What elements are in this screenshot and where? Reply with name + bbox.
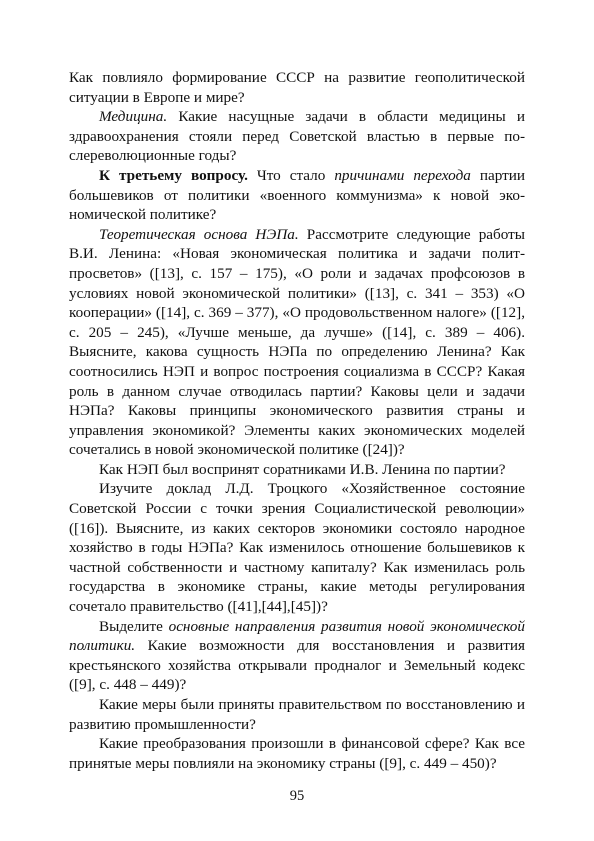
italic-text: основные направления развития новой экономической политики. bbox=[69, 617, 525, 655]
paragraph bbox=[69, 107, 525, 166]
italic-text: Медицина. bbox=[99, 108, 168, 126]
text-run: Какие возможности для восстановления и развития крестьянского хозяйства открывали продналог и Земельный кодекс ([9], с. 448 – 449)? bbox=[69, 637, 525, 694]
paragraph bbox=[69, 166, 525, 225]
paragraph bbox=[69, 460, 525, 480]
italic-text: Теоретическая основа НЭПа. bbox=[99, 225, 299, 243]
paragraph bbox=[69, 695, 525, 734]
text-run: Какие насущные задачи в области медицины и здравоохранения стояли перед Советской властью в первые послереволюционные годы? bbox=[69, 108, 525, 165]
text-run: Как НЭП был воспринят соратниками И.В. Ленина по партии? bbox=[99, 460, 506, 478]
paragraph bbox=[69, 734, 525, 773]
text-run: Какие преобразования произошли в финансовой сфере? Как все принятые меры повлияли на экономику страны ([9], с. 449 – 450)? bbox=[69, 735, 525, 772]
paragraph bbox=[69, 617, 525, 695]
body-text bbox=[69, 68, 525, 773]
text-run: Какие меры были приняты правительством по восстановлению и развитию промышленности? bbox=[69, 696, 525, 733]
text-run: Что стало bbox=[247, 166, 335, 184]
italic-text: причинами перехода bbox=[334, 166, 471, 184]
text-run: Выделите bbox=[99, 617, 169, 635]
text-run: Рассмотрите следующие работы В.И. Ленина: «Новая экономическая политика и задачи политпросветов» ([13], с. 157 – 175), «О роли и задачах профсоюзов в условиях новой экономической политики» ([13], с. 341 – 353) «О кооперации» ([14], с. 369 – 377), «О продовольственном налоге» ([12], с. 205 – 245), «Лучше меньше, да лучше» ([14], с. 389 – 406). Выясните, какова сущность НЭПа по определению Ленина? Как соотносились НЭП и вопрос построения социализма в СССР? Какая роль в данном случае отводилась партии? Каковы цели и задачи НЭПа? Каковы принципы экономического развития страны и управления экономикой? Элементы каких экономических моделей сочетались в новой экономической политике ([24])? bbox=[69, 225, 526, 459]
page-number: 95 bbox=[289, 788, 305, 804]
text-run: Изучите доклад Л.Д. Троцкого «Хозяйственное состояние Советской России с точки зрения Социалистической революции» ([16]). Выясните, из каких секторов экономики состояло народное хозяйство в годы НЭПа? Как изменилось отношение большевиков к частной собственности и частному капиталу? Как изменилась роль государства в экономике страны, какие методы регулирования сочетало правительство ([41],[44],[45])? bbox=[69, 480, 525, 616]
paragraph bbox=[69, 225, 525, 460]
paragraph bbox=[69, 479, 525, 616]
paragraph bbox=[69, 68, 525, 107]
bold-text: К третьему вопросу. bbox=[99, 166, 248, 184]
text-run: партии большевиков от политики «военного коммунизма» к новой экономической политике? bbox=[69, 166, 525, 224]
text-run: Как повлияло формирование СССР на развитие геополитической ситуации в Европе и мире? bbox=[69, 69, 525, 106]
